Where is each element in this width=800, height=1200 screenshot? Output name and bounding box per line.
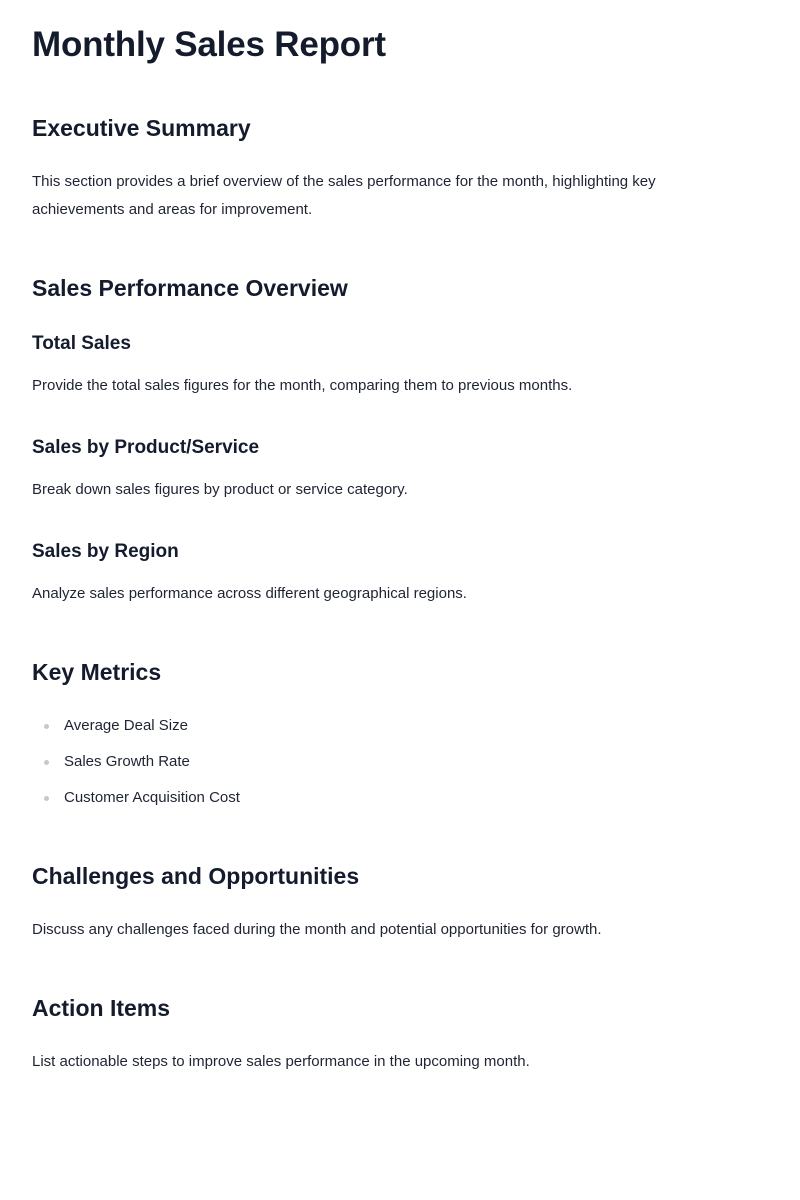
sales-by-region-heading: Sales by Region xyxy=(32,541,179,562)
list-item-label: Sales Growth Rate xyxy=(64,753,190,770)
list-item xyxy=(32,712,240,748)
total-sales-heading: Total Sales xyxy=(32,333,131,354)
key-metrics-heading: Key Metrics xyxy=(32,659,162,685)
executive-summary-heading: Executive Summary xyxy=(32,115,251,141)
bullet-icon xyxy=(44,724,49,729)
list-item-label: Average Deal Size xyxy=(64,717,188,734)
sales-by-product-text: Break down sales figures by product or service category. xyxy=(32,481,408,498)
challenges-text: Discuss any challenges faced during the month and potential opportunities for growth. xyxy=(32,921,602,938)
bullet-icon xyxy=(44,760,49,765)
action-items-heading: Action Items xyxy=(32,995,171,1021)
executive-summary-text xyxy=(32,168,732,224)
list-item xyxy=(32,784,240,820)
page-title: Monthly Sales Report xyxy=(32,25,386,64)
executive-summary-text-line-1: This section provides a brief overview of the sales performance for the month, highlighting key xyxy=(32,173,656,190)
executive-summary-text-line-2: achievements and areas for improvement. xyxy=(32,201,313,218)
sales-by-region-text: Analyze sales performance across different geographical regions. xyxy=(32,585,467,602)
bullet-icon xyxy=(44,796,49,801)
challenges-heading: Challenges and Opportunities xyxy=(32,863,360,889)
total-sales-text: Provide the total sales figures for the month, comparing them to previous months. xyxy=(32,377,573,394)
list-item-label: Customer Acquisition Cost xyxy=(64,789,240,806)
sales-by-product-heading: Sales by Product/Service xyxy=(32,437,260,458)
list-item xyxy=(32,748,240,784)
key-metrics-list xyxy=(32,712,240,820)
sales-performance-heading: Sales Performance Overview xyxy=(32,275,348,301)
action-items-text: List actionable steps to improve sales performance in the upcoming month. xyxy=(32,1053,530,1070)
